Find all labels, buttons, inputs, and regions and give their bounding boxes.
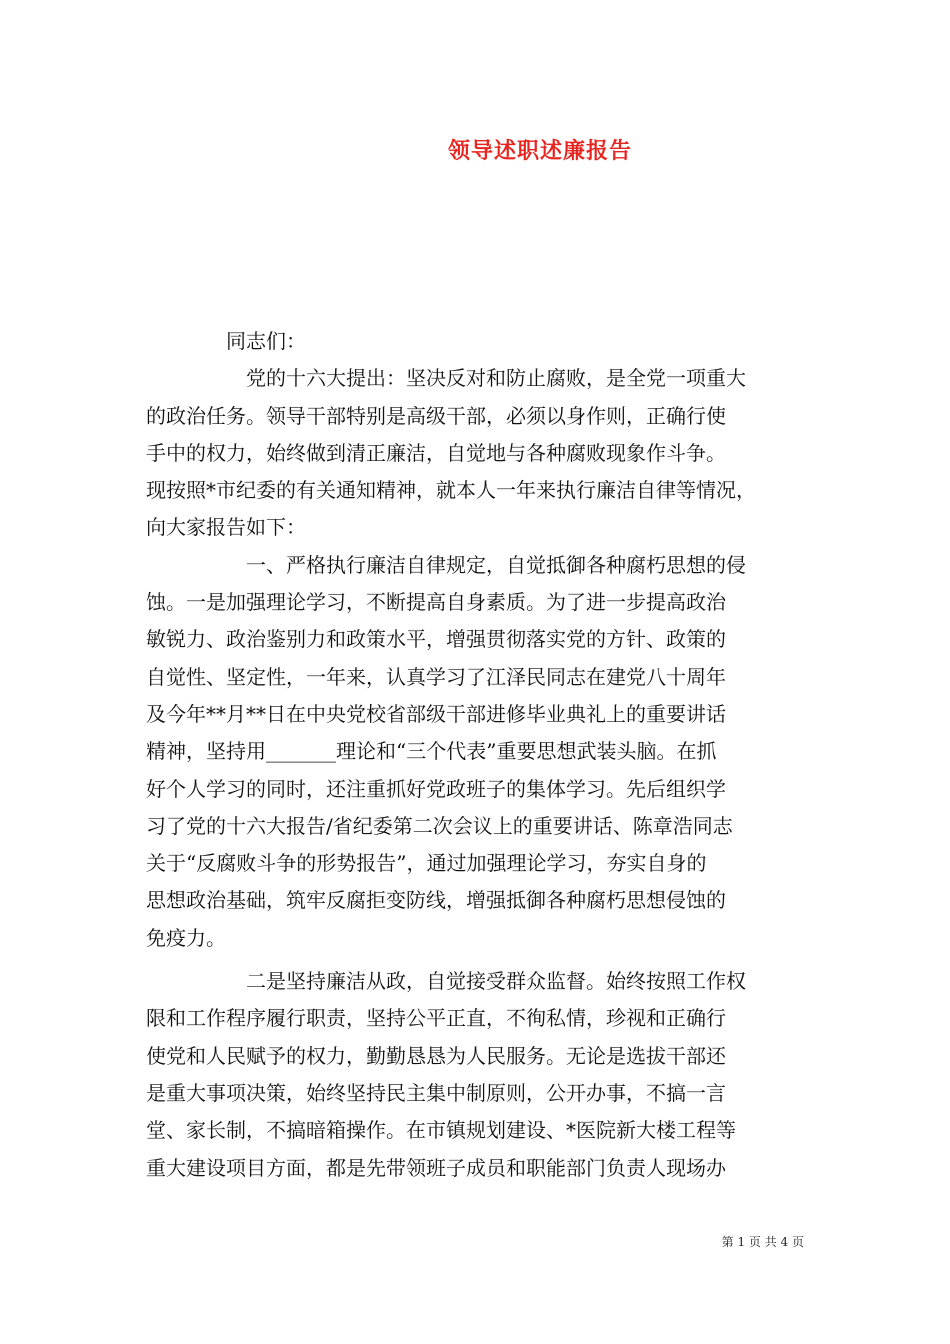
text-line: 是重大事项决策，始终坚持民主集中制原则，公开办事，不搞一言 <box>146 1080 726 1105</box>
text-line: 思想政治基础，筑牢反腐拒变防线，增强抵御各种腐朽思想侵蚀的 <box>146 888 726 913</box>
page-number: 第 1 页 共 4 页 <box>721 1235 804 1249</box>
text-line: 限和工作程序履行职责，坚持公平正直，不徇私情，珍视和正确行 <box>146 1006 726 1031</box>
text-line: 党的十六大提出：坚决反对和防止腐败，是全党一项重大 <box>146 366 746 391</box>
text-line: 堂、家长制，不搞暗箱操作。在市镇规划建设、*医院新大楼工程等 <box>146 1118 736 1143</box>
text-line: 蚀。一是加强理论学习，不断提高自身素质。为了进一步提高政治 <box>146 590 726 615</box>
text-line: 精神，坚持用_______理论和“三个代表”重要思想武装头脑。在抓 <box>146 739 717 764</box>
text-line: 习了党的十六大报告/省纪委第二次会议上的重要讲话、陈章浩同志 <box>146 813 733 838</box>
text-line: 好个人学习的同时，还注重抓好党政班子的集体学习。先后组织学 <box>146 776 726 801</box>
document-body <box>146 323 810 1187</box>
text-line: 二是坚持廉洁从政，自觉接受群众监督。始终按照工作权 <box>146 969 746 994</box>
text-line: 向大家报告如下： <box>146 515 306 540</box>
text-line: 及今年**月**日在中央党校省部级干部进修毕业典礼上的重要讲话 <box>146 701 726 726</box>
text-line: 使党和人民赋予的权力，勤勤恳恳为人民服务。无论是选拔干部还 <box>146 1043 726 1068</box>
text-line: 的政治任务。领导干部特别是高级干部，必须以身作则，正确行使 <box>146 403 726 428</box>
text-line: 重大建设项目方面，都是先带领班子成员和职能部门负责人现场办 <box>146 1155 726 1180</box>
text-line: 手中的权力，始终做到清正廉洁，自觉地与各种腐败现象作斗争。 <box>146 440 726 465</box>
text-line: 关于“反腐败斗争的形势报告”，通过加强理论学习，夯实自身的 <box>146 851 707 876</box>
text-line: 自觉性、坚定性，一年来，认真学习了江泽民同志在建党八十周年 <box>146 664 726 689</box>
text-line: 同志们： <box>146 329 306 353</box>
text-line: 现按照*市纪委的有关通知精神，就本人一年来执行廉洁自律等情况， <box>146 478 756 503</box>
text-line: 敏锐力、政治鉴别力和政策水平，增强贯彻落实党的方针、政策的 <box>146 627 726 652</box>
text-line: 免疫力。 <box>146 925 226 950</box>
document-title: 领导述职述廉报告 <box>447 138 632 164</box>
text-line: 一、严格执行廉洁自律规定，自觉抵御各种腐朽思想的侵 <box>146 552 746 577</box>
